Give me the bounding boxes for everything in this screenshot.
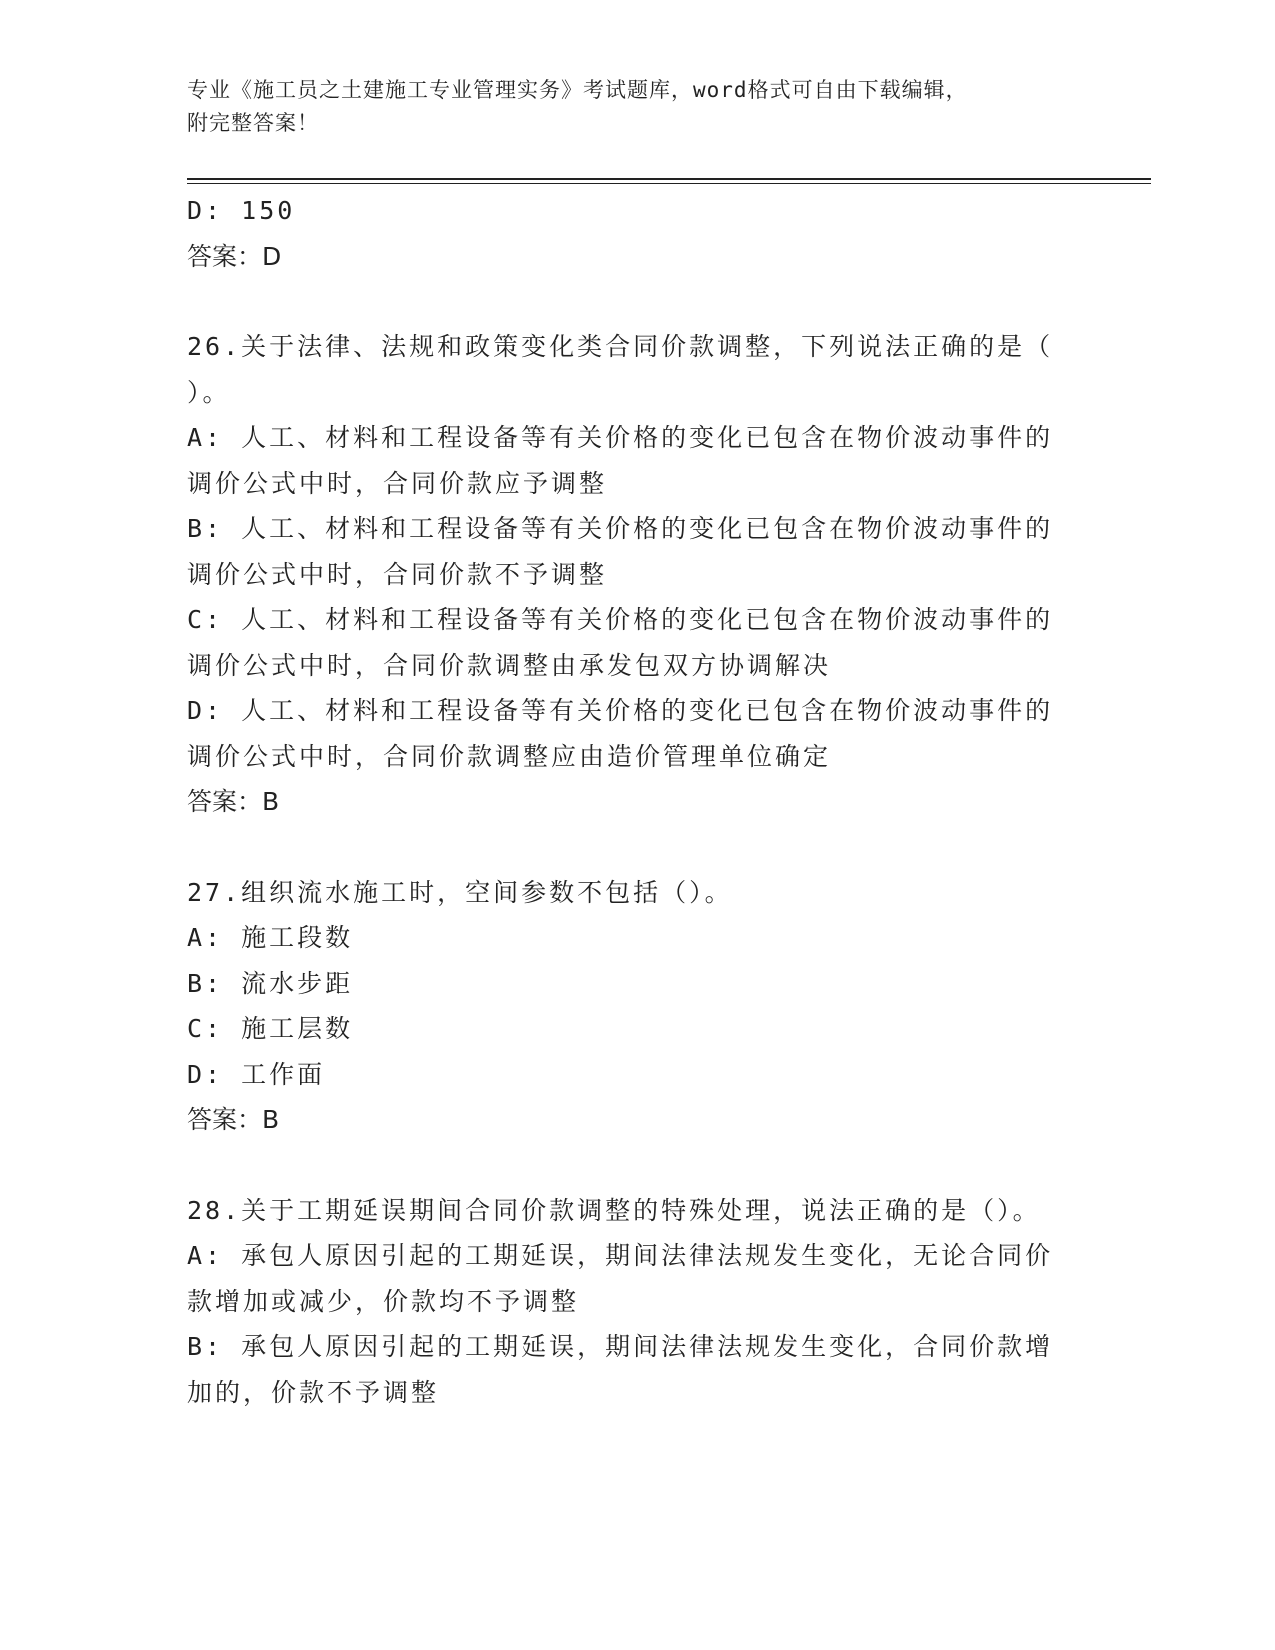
option-c — [187, 597, 1067, 688]
option-b — [187, 1324, 1067, 1415]
spacer — [187, 279, 1067, 324]
question-text: 28.关于工期延误期间合同价款调整的特殊处理，说法正确的是（）。 — [187, 1195, 1041, 1225]
question-27 — [187, 870, 1067, 1143]
option-text: D: 人工、材料和工程设备等有关价格的变化已包含在物价波动事件的 — [187, 696, 1054, 725]
spacer — [187, 1143, 1067, 1188]
header-divider-thick — [187, 178, 1151, 180]
option-a — [187, 415, 1067, 506]
answer-text: 答案：B — [187, 787, 280, 816]
option-text: A: 承包人原因引起的工期延误，期间法律法规发生变化，无论合同价 — [187, 1241, 1054, 1270]
option-a — [187, 1233, 1067, 1324]
option-text: B: 承包人原因引起的工期延误，期间法律法规发生变化，合同价款增 — [187, 1332, 1054, 1361]
page-header — [187, 74, 1087, 140]
option-text: C: 人工、材料和工程设备等有关价格的变化已包含在物价波动事件的 — [187, 605, 1054, 634]
option-text-cont: 调价公式中时，合同价款不予调整 — [187, 559, 608, 589]
header-divider-thin — [187, 183, 1151, 184]
option-text: B: 人工、材料和工程设备等有关价格的变化已包含在物价波动事件的 — [187, 514, 1054, 543]
answer-text: 答案：B — [187, 1105, 280, 1134]
option-c: C: 施工层数 — [187, 1014, 354, 1043]
option-text-cont: 调价公式中时，合同价款应予调整 — [187, 468, 608, 498]
spacer — [187, 825, 1067, 870]
answer-previous: 答案：D — [187, 241, 282, 271]
option-b — [187, 506, 1067, 597]
option-text-cont: 加的，价款不予调整 — [187, 1377, 440, 1407]
question-text: 26.关于法律、法规和政策变化类合同价款调整，下列说法正确的是（ — [187, 332, 1054, 361]
option-b: B: 流水步距 — [187, 968, 354, 998]
question-text-cont: ）。 — [187, 377, 231, 407]
header-line-1: 专业《施工员之土建施工专业管理实务》考试题库，word格式可自由下载编辑， — [187, 78, 968, 102]
option-text: A: 人工、材料和工程设备等有关价格的变化已包含在物价波动事件的 — [187, 423, 1054, 452]
option-a: A: 施工段数 — [187, 923, 354, 952]
option-text-cont: 调价公式中时，合同价款调整应由造价管理单位确定 — [187, 741, 832, 771]
header-line-2: 附完整答案！ — [187, 111, 319, 135]
option-text-cont: 款增加或减少，价款均不予调整 — [187, 1286, 580, 1316]
option-d-previous: D: 150 — [187, 196, 296, 225]
question-text: 27.组织流水施工时，空间参数不包括（）。 — [187, 877, 733, 907]
question-26 — [187, 324, 1067, 825]
option-d — [187, 688, 1067, 779]
option-text-cont: 调价公式中时，合同价款调整由承发包双方协调解决 — [187, 650, 832, 680]
question-28 — [187, 1188, 1067, 1416]
question-content — [187, 188, 1067, 1415]
option-d: D: 工作面 — [187, 1059, 326, 1089]
